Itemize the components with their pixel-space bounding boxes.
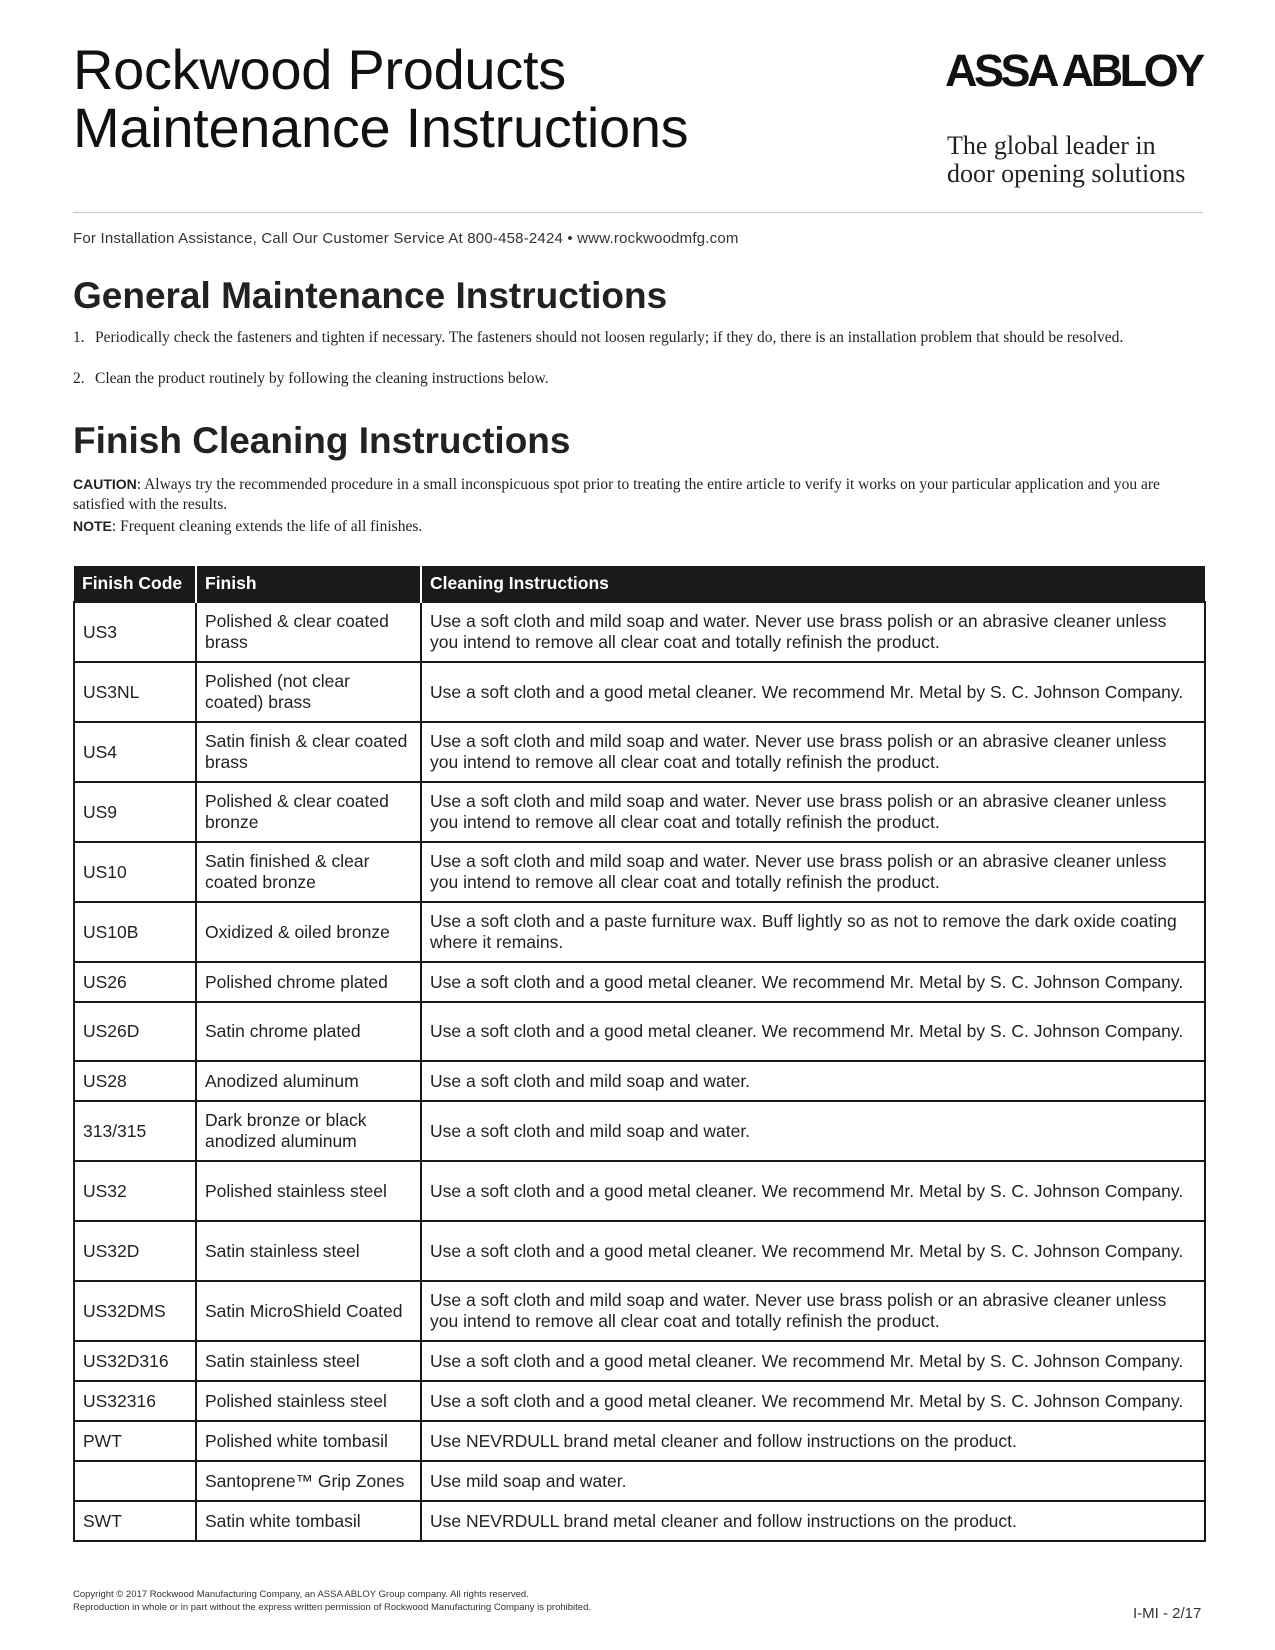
finish-cell: Satin chrome plated (196, 1002, 421, 1061)
instructions-cell: Use mild soap and water. (421, 1461, 1205, 1501)
table-row (74, 1421, 1205, 1461)
finish-cell: Oxidized & oiled bronze (196, 902, 421, 962)
item-number: 1. (73, 329, 85, 346)
instructions-cell: Use a soft cloth and mild soap and water. Never use brass polish or an abrasive cleaner unless you intend to remove all clear coat and totally refinish the product. (421, 842, 1205, 902)
caution-label: CAUTION (73, 476, 137, 492)
copyright-text: Copyright © 2017 Rockwood Manufacturing Company, an ASSA ABLOY Group company. All rights reserved. (73, 1589, 529, 1600)
instructions-cell: Use a soft cloth and mild soap and water. (421, 1061, 1205, 1101)
finish-cell: Polished & clear coated bronze (196, 782, 421, 842)
note-text: Frequent cleaning extends the life of all finishes. (120, 518, 423, 535)
instructions-cell: Use a soft cloth and mild soap and water. Never use brass polish or an abrasive cleaner unless you intend to remove all clear coat and totally refinish the product. (421, 1281, 1205, 1341)
footer-legal (73, 1588, 591, 1614)
finish-cell: Polished white tombasil (196, 1421, 421, 1461)
note: NOTE: Frequent cleaning extends the life of all finishes. (73, 518, 423, 535)
finish-code-cell: US26D (74, 1002, 196, 1061)
finish-code-cell: PWT (74, 1421, 196, 1461)
finish-heading: Finish Cleaning Instructions (73, 420, 571, 461)
caution-note: CAUTION: Always try the recommended procedure in a small inconspicuous spot prior to treating the entire article to verify it works on your particular application and you are satisfied with the results. (73, 476, 1160, 513)
header-finish: Finish (196, 566, 421, 602)
table-row (74, 1061, 1205, 1101)
instructions-cell: Use NEVRDULL brand metal cleaner and follow instructions on the product. (421, 1501, 1205, 1541)
instructions-cell: Use a soft cloth and a good metal cleaner. We recommend Mr. Metal by S. C. Johnson Company. (421, 1221, 1205, 1281)
finish-code-cell: US32316 (74, 1381, 196, 1421)
item-text: Periodically check the fasteners and tighten if necessary. The fasteners should not loosen regularly; if they do, there is an installation problem that should be resolved. (95, 329, 1124, 346)
tagline-line-2: door opening solutions (947, 159, 1186, 188)
instructions-cell: Use a soft cloth and a good metal cleaner. We recommend Mr. Metal by S. C. Johnson Company. (421, 1381, 1205, 1421)
tagline-line-1: The global leader in (947, 131, 1156, 160)
table-row (74, 1501, 1205, 1541)
table-row (74, 1461, 1205, 1501)
finish-cell: Satin stainless steel (196, 1341, 421, 1381)
finish-cell: Polished stainless steel (196, 1161, 421, 1221)
instructions-cell: Use a soft cloth and mild soap and water. (421, 1101, 1205, 1161)
table-header-row (74, 566, 1205, 602)
instructions-cell: Use a soft cloth and a good metal cleaner. We recommend Mr. Metal by S. C. Johnson Company. (421, 1341, 1205, 1381)
item-text: Clean the product routinely by following the cleaning instructions below. (95, 370, 549, 387)
title-line-1: Rockwood Products (73, 38, 566, 101)
table-row (74, 782, 1205, 842)
table-row (74, 962, 1205, 1002)
finish-code-cell: 313/315 (74, 1101, 196, 1161)
finish-code-cell: US32D316 (74, 1341, 196, 1381)
finish-code-cell: US10B (74, 902, 196, 962)
finish-cell: Satin finish & clear coated brass (196, 722, 421, 782)
instructions-cell: Use a soft cloth and mild soap and water. Never use brass polish or an abrasive cleaner unless you intend to remove all clear coat and totally refinish the product. (421, 602, 1205, 662)
finish-cell: Polished (not clear coated) brass (196, 662, 421, 722)
finish-code-cell: US4 (74, 722, 196, 782)
table-row (74, 662, 1205, 722)
table-row (74, 602, 1205, 662)
table-row (74, 1381, 1205, 1421)
finish-cell: Satin MicroShield Coated (196, 1281, 421, 1341)
table-row (74, 722, 1205, 782)
instructions-cell: Use a soft cloth and a good metal cleaner. We recommend Mr. Metal by S. C. Johnson Company. (421, 662, 1205, 722)
header-divider (73, 212, 1203, 213)
finish-cell: Dark bronze or black anodized aluminum (196, 1101, 421, 1161)
table-row (74, 902, 1205, 962)
finish-code-cell: US9 (74, 782, 196, 842)
finish-cell: Polished & clear coated brass (196, 602, 421, 662)
finish-code-cell: US10 (74, 842, 196, 902)
finish-code-cell: SWT (74, 1501, 196, 1541)
header-cleaning-instructions: Cleaning Instructions (421, 566, 1205, 602)
general-heading: General Maintenance Instructions (73, 275, 668, 316)
finish-code-cell: US26 (74, 962, 196, 1002)
assa-abloy-logo: ASSA ABLOY (945, 45, 1202, 96)
finish-code-cell: US3 (74, 602, 196, 662)
table-row (74, 1221, 1205, 1281)
finish-code-cell (74, 1461, 196, 1501)
note-label: NOTE (73, 518, 112, 534)
instructions-cell: Use a soft cloth and a good metal cleaner. We recommend Mr. Metal by S. C. Johnson Company. (421, 1161, 1205, 1221)
finish-cell: Polished stainless steel (196, 1381, 421, 1421)
caution-text: Always try the recommended procedure in a small inconspicuous spot prior to treating the entire article to verify it works on your particular application and you are satisfied with the results. (73, 476, 1160, 513)
table-row (74, 842, 1205, 902)
instructions-cell: Use a soft cloth and a good metal cleaner. We recommend Mr. Metal by S. C. Johnson Company. (421, 962, 1205, 1002)
finish-cell: Polished chrome plated (196, 962, 421, 1002)
finish-cell: Santoprene™ Grip Zones (196, 1461, 421, 1501)
finish-code-cell: US3NL (74, 662, 196, 722)
title-line-2: Maintenance Instructions (73, 96, 689, 159)
instructions-cell: Use NEVRDULL brand metal cleaner and follow instructions on the product. (421, 1421, 1205, 1461)
instructions-cell: Use a soft cloth and a paste furniture wax. Buff lightly so as not to remove the dark oxide coating where it remains. (421, 902, 1205, 962)
finish-code-cell: US32DMS (74, 1281, 196, 1341)
finish-code-cell: US32 (74, 1161, 196, 1221)
finish-cleaning-table (73, 566, 1206, 1542)
table-row (74, 1281, 1205, 1341)
finish-cell: Anodized aluminum (196, 1061, 421, 1101)
finish-cell: Satin finished & clear coated bronze (196, 842, 421, 902)
item-number: 2. (73, 370, 85, 387)
instructions-cell: Use a soft cloth and a good metal cleaner. We recommend Mr. Metal by S. C. Johnson Company. (421, 1002, 1205, 1061)
table-row (74, 1101, 1205, 1161)
instructions-cell: Use a soft cloth and mild soap and water. Never use brass polish or an abrasive cleaner unless you intend to remove all clear coat and totally refinish the product. (421, 782, 1205, 842)
table-row (74, 1002, 1205, 1061)
reproduction-text: Reproduction in whole or in part without the express written permission of Rockwood Manufacturing Company is prohibited. (73, 1602, 592, 1613)
finish-code-cell: US32D (74, 1221, 196, 1281)
instructions-cell: Use a soft cloth and mild soap and water. Never use brass polish or an abrasive cleaner unless you intend to remove all clear coat and totally refinish the product. (421, 722, 1205, 782)
finish-cell: Satin stainless steel (196, 1221, 421, 1281)
header-finish-code: Finish Code (74, 566, 196, 602)
table-row (74, 1341, 1205, 1381)
finish-code-cell: US28 (74, 1061, 196, 1101)
general-item-2 (73, 369, 1193, 389)
document-number: I-MI - 2/17 (1133, 1605, 1202, 1622)
contact-line: For Installation Assistance, Call Our Customer Service At 800-458-2424 • www.rockwoodmfg.com (73, 230, 739, 247)
general-item-1 (73, 328, 1193, 348)
finish-cell: Satin white tombasil (196, 1501, 421, 1541)
table-row (74, 1161, 1205, 1221)
